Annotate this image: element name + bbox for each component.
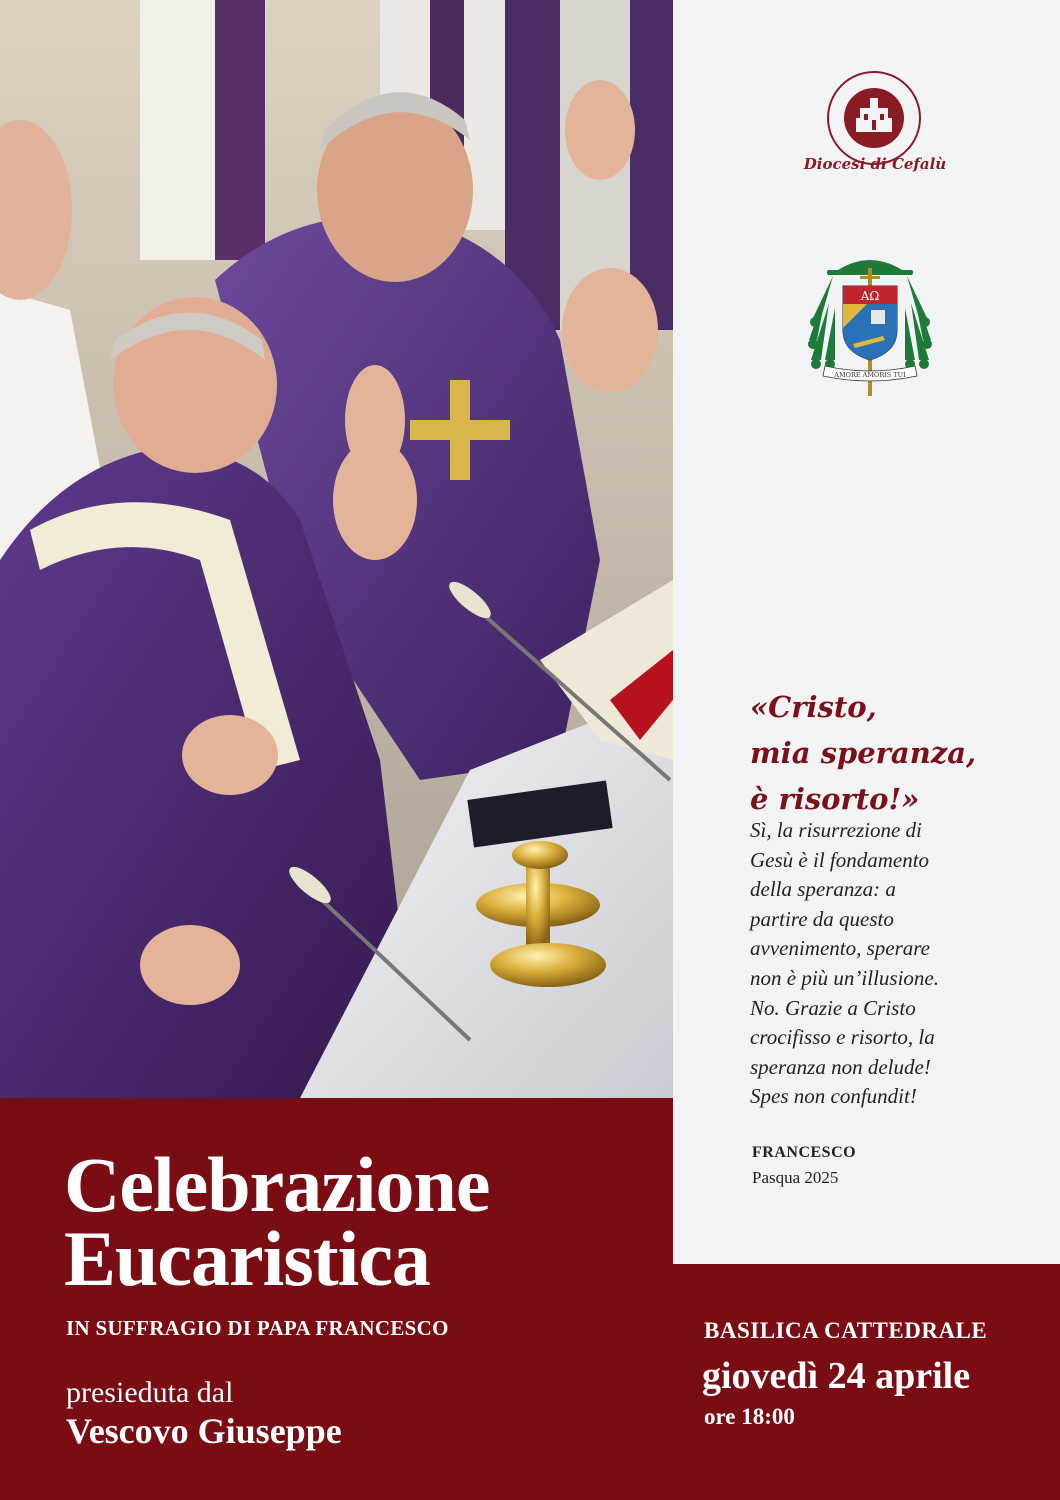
quote-line: speranza non delude!	[750, 1054, 931, 1079]
event-venue: BASILICA CATTEDRALE	[704, 1318, 988, 1343]
mass-photo	[0, 0, 673, 1098]
event-title	[64, 1141, 490, 1302]
quote-line: crocifisso e risorto, la	[750, 1025, 935, 1050]
quote-title	[750, 684, 1050, 822]
quote-line: partire da questo	[750, 906, 894, 931]
mass-photo-illustration	[0, 0, 673, 1098]
quote-body	[750, 816, 1050, 1112]
bishop-name: Vescovo Giuseppe	[66, 1411, 342, 1451]
quote-title-line: «Cristo,	[750, 690, 877, 724]
diocese-name: Diocesi di Cefalù	[803, 155, 947, 173]
event-date: giovedì 24 aprile	[702, 1355, 971, 1397]
shield-letters: ΑΩ	[860, 289, 880, 303]
quote-title-line: mia speranza,	[750, 736, 977, 770]
event-subtitle: IN SUFFRAGIO DI PAPA FRANCESCO	[66, 1316, 449, 1340]
coat-of-arms-icon	[805, 248, 935, 396]
quote-line: avvenimento, sperare	[750, 936, 930, 961]
quote-line: Spes non confundit!	[750, 1084, 917, 1109]
event-title-line: Eucaristica	[64, 1215, 430, 1302]
quote-line: No. Grazie a Cristo	[750, 995, 916, 1020]
motto-text: AMORE AMORIS TUI	[834, 371, 906, 379]
quote-line: Sì, la risurrezione di	[750, 818, 922, 842]
quote-title-line: è risorto!»	[750, 782, 920, 816]
diocese-seal-icon	[826, 70, 922, 166]
presided-label: presieduta dal	[66, 1376, 234, 1409]
event-time: ore 18:00	[704, 1404, 795, 1429]
quote-author: FRANCESCO	[752, 1144, 857, 1161]
quote-line: non è più un’illusione.	[750, 965, 939, 990]
quote-line: della speranza: a	[750, 877, 896, 902]
event-title-line: Celebrazione	[64, 1141, 490, 1228]
quote-date: Pasqua 2025	[752, 1168, 839, 1187]
quote-line: Gesù è il fondamento	[750, 847, 930, 872]
